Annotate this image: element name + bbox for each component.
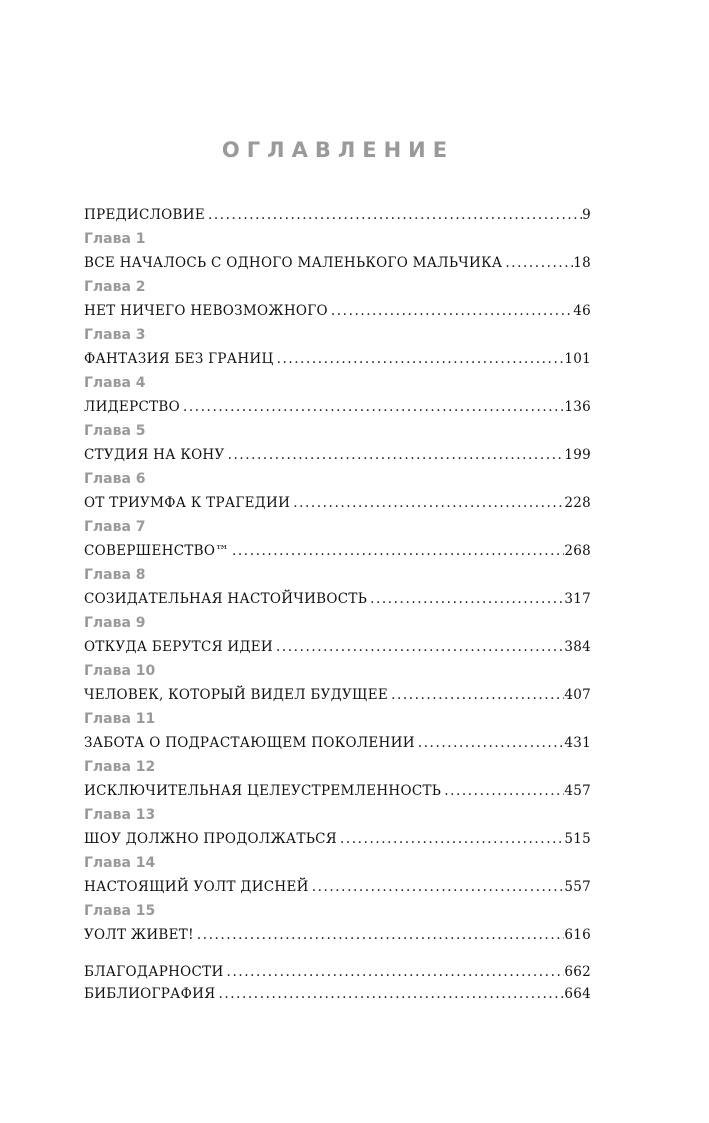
chapter-label: Глава 6 [84,471,146,487]
dot-leader [273,635,564,659]
entry-title: СОЗИДАТЕЛЬНАЯ НАСТОЙЧИВОСТЬ [84,591,368,607]
entry-title: ЧЕЛОВЕК, КОТОРЫЙ ВИДЕЛ БУДУЩЕЕ [84,687,389,703]
toc-entry[interactable] [84,443,591,467]
toc-entry[interactable] [84,539,591,563]
entry-page: 18 [573,255,591,271]
entry-page: 101 [564,351,591,367]
entry-title: СТУДИЯ НА КОНУ [84,447,225,463]
entry-title: ФАНТАЗИЯ БЕЗ ГРАНИЦ [84,351,274,367]
toc-entry-acknowledgements[interactable] [84,961,591,983]
table-of-contents [84,203,591,1005]
chapter-label: Глава 9 [84,615,146,631]
entry-title: ВСЕ НАЧАЛОСЬ С ОДНОГО МАЛЕНЬКОГО МАЛЬЧИКА [84,255,503,271]
dot-leader [274,347,565,371]
toc-entry-bibliography[interactable] [84,983,591,1005]
dot-leader [367,587,564,611]
chapter-block [84,371,591,419]
page-title: ОГЛАВЛЕНИЕ [221,138,455,162]
entry-title: ШОУ ДОЛЖНО ПРОДОЛЖАТЬСЯ [84,831,337,847]
entry-page: 9 [582,207,591,223]
dot-leader [205,203,582,227]
entry-title: БЛАГОДАРНОСТИ [84,964,224,980]
dot-leader [225,443,565,467]
entry-page: 664 [564,986,591,1002]
entry-page: 199 [564,447,591,463]
chapter-block [84,755,591,803]
chapter-label: Глава 15 [84,903,156,919]
dot-leader [337,827,564,851]
dot-leader [224,961,565,983]
toc-entry[interactable] [84,923,591,947]
dot-leader [502,251,573,275]
chapter-list [84,227,591,947]
dot-leader [180,395,564,419]
chapter-block [84,803,591,851]
chapter-block [84,419,591,467]
dot-leader [290,491,564,515]
toc-entry[interactable] [84,779,591,803]
dot-leader [328,299,573,323]
entry-page: 228 [564,495,591,511]
toc-entry[interactable] [84,635,591,659]
dot-leader [215,983,564,1005]
chapter-block [84,227,591,275]
chapter-label: Глава 2 [84,279,146,295]
chapter-label: Глава 11 [84,711,156,727]
entry-title: ЛИДЕРСТВО [84,399,180,415]
toc-entry[interactable] [84,731,591,755]
entry-page: 431 [564,735,591,751]
chapter-label: Глава 12 [84,759,156,775]
chapter-block [84,323,591,371]
toc-entry[interactable] [84,395,591,419]
entry-page: 136 [564,399,591,415]
entry-page: 384 [564,639,591,655]
chapter-label: Глава 13 [84,807,156,823]
toc-entry[interactable] [84,875,591,899]
chapter-block [84,275,591,323]
entry-title: НЕТ НИЧЕГО НЕВОЗМОЖНОГО [84,303,328,319]
toc-entry[interactable] [84,827,591,851]
entry-title: УОЛТ ЖИВЕТ! [84,927,194,943]
chapter-label: Глава 5 [84,423,146,439]
entry-page: 557 [564,879,591,895]
chapter-block [84,851,591,899]
chapter-block [84,467,591,515]
toc-entry-preface[interactable] [84,203,591,227]
chapter-label: Глава 10 [84,663,156,679]
entry-page: 317 [564,591,591,607]
entry-title: ОТКУДА БЕРУТСЯ ИДЕИ [84,639,273,655]
chapter-block [84,707,591,755]
toc-entry[interactable] [84,347,591,371]
chapter-block [84,563,591,611]
toc-entry[interactable] [84,491,591,515]
entry-page: 268 [564,543,591,559]
dot-leader [388,683,564,707]
dot-leader [309,875,565,899]
entry-title: ЗАБОТА О ПОДРАСТАЮЩЕМ ПОКОЛЕНИИ [84,735,415,751]
back-matter [84,961,591,1005]
entry-page: 46 [573,303,591,319]
dot-leader [194,923,564,947]
entry-page: 616 [564,927,591,943]
chapter-label: Глава 14 [84,855,156,871]
chapter-label: Глава 1 [84,231,146,247]
entry-title: НАСТОЯЩИЙ УОЛТ ДИСНЕЙ [84,879,309,895]
chapter-label: Глава 4 [84,375,146,391]
toc-entry[interactable] [84,299,591,323]
entry-title: ОТ ТРИУМФА К ТРАГЕДИИ [84,495,291,511]
entry-title: СОВЕРШЕНСТВО™ [84,543,230,559]
dot-leader [229,539,564,563]
chapter-block [84,899,591,947]
chapter-label: Глава 8 [84,567,146,583]
chapter-label: Глава 3 [84,327,146,343]
entry-page: 407 [564,687,591,703]
section-spacer [84,947,591,961]
entry-page: 515 [564,831,591,847]
chapter-label: Глава 7 [84,519,146,535]
toc-entry[interactable] [84,587,591,611]
entry-title: ПРЕДИСЛОВИЕ [84,207,205,223]
chapter-block [84,659,591,707]
chapter-block [84,611,591,659]
dot-leader [415,731,565,755]
entry-title: ИСКЛЮЧИТЕЛЬНАЯ ЦЕЛЕУСТРЕМЛЕННОСТЬ [84,783,442,799]
chapter-block [84,515,591,563]
entry-page: 662 [564,964,591,980]
toc-entry[interactable] [84,251,591,275]
toc-entry[interactable] [84,683,591,707]
dot-leader [441,779,564,803]
entry-title: БИБЛИОГРАФИЯ [84,986,216,1002]
entry-page: 457 [564,783,591,799]
